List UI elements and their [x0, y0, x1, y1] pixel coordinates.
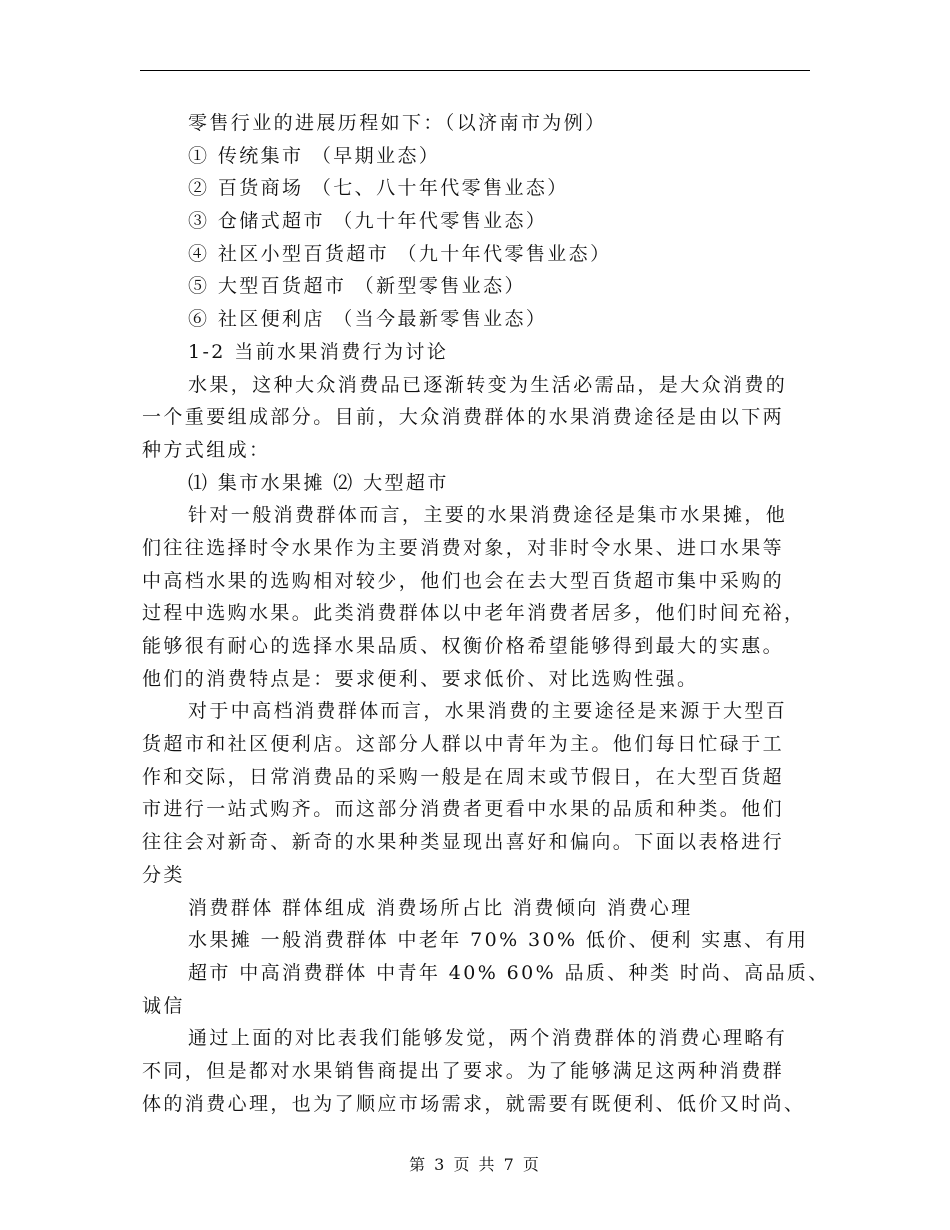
text-line: 能够很有耐心的选择水果品质、权衡价格希望能够得到最大的实惠。 — [142, 635, 785, 657]
text-line: ① 传统集市 （早期业态） — [188, 144, 441, 167]
text-line: 通过上面的对比表我们能够发觉，两个消费群体的消费心理略有 — [188, 1027, 788, 1050]
text-line: ② 百货商场 （七、八十年代零售业态） — [188, 177, 569, 200]
text-line: 过程中选购水果。此类消费群体以中老年消费者居多，他们时间充裕， — [142, 602, 806, 625]
text-line: 中高档水果的选购相对较少，他们也会在去大型百货超市集中采购的 — [142, 569, 785, 592]
text-line: 们往往选择时令水果作为主要消费对象，对非时令水果、进口水果等 — [142, 536, 785, 559]
text-line: ⑤ 大型百货超市 （新型零售业态） — [188, 275, 526, 298]
page-footer: 第 3 页 共 7 页 — [409, 1155, 541, 1174]
text-line: ⑴ 集市水果摊 ⑵ 大型超市 — [188, 471, 449, 494]
text-line: ④ 社区小型百货超市 （九十年代零售业态） — [188, 242, 612, 265]
text-line: 水果，这种大众消费品已逐渐转变为生活必需品，是大众消费的 — [188, 373, 788, 396]
text-line: 1-2 当前水果消费行为讨论 — [188, 340, 449, 363]
text-line: 一个重要组成部分。目前，大众消费群体的水果消费途径是由以下两 — [142, 406, 785, 429]
text-line: 不同，但是都对水果销售商提出了要求。为了能够满足这两种消费群 — [142, 1059, 785, 1082]
header-rule — [140, 70, 810, 71]
text-line: 针对一般消费群体而言，主要的水果消费途径是集市水果摊，他 — [188, 504, 788, 527]
text-line: 市进行一站式购齐。而这部分消费者更看中水果的品质和种类。他们 — [142, 798, 785, 821]
text-line: 消费群体 群体组成 消费场所占比 消费倾向 消费心理 — [188, 896, 693, 919]
text-line: 作和交际，日常消费品的采购一般是在周末或节假日，在大型百货超 — [142, 765, 785, 788]
text-line: ③ 仓储式超市 （九十年代零售业态） — [188, 210, 548, 233]
text-line: 分类 — [142, 863, 185, 886]
text-line: ⑥ 社区便利店 （当今最新零售业态） — [188, 308, 548, 331]
text-line: 货超市和社区便利店。这部分人群以中青年为主。他们每日忙碌于工 — [142, 733, 785, 756]
text-line: 诚信 — [142, 994, 185, 1017]
document-body — [142, 107, 830, 1120]
text-line: 超市 中高消费群体 中青年 40% 60% 品质、种类 时尚、高品质、 — [188, 961, 830, 984]
text-line: 零售行业的进展历程如下：（以济南市为例） — [188, 112, 607, 134]
text-line: 水果摊 一般消费群体 中老年 70% 30% 低价、便利 实惠、有用 — [188, 929, 809, 952]
text-line: 往往会对新奇、新奇的水果种类显现出喜好和偏向。下面以表格进行 — [142, 831, 785, 854]
text-line: 他们的消费特点是：要求便利、要求低价、对比选购性强。 — [142, 667, 699, 690]
text-line: 种方式组成： — [142, 438, 271, 461]
text-line: 对于中高档消费群体而言，水果消费的主要途径是来源于大型百 — [188, 700, 788, 723]
text-line: 体的消费心理，也为了顺应市场需求，就需要有既便利、低价又时尚、 — [142, 1092, 806, 1115]
